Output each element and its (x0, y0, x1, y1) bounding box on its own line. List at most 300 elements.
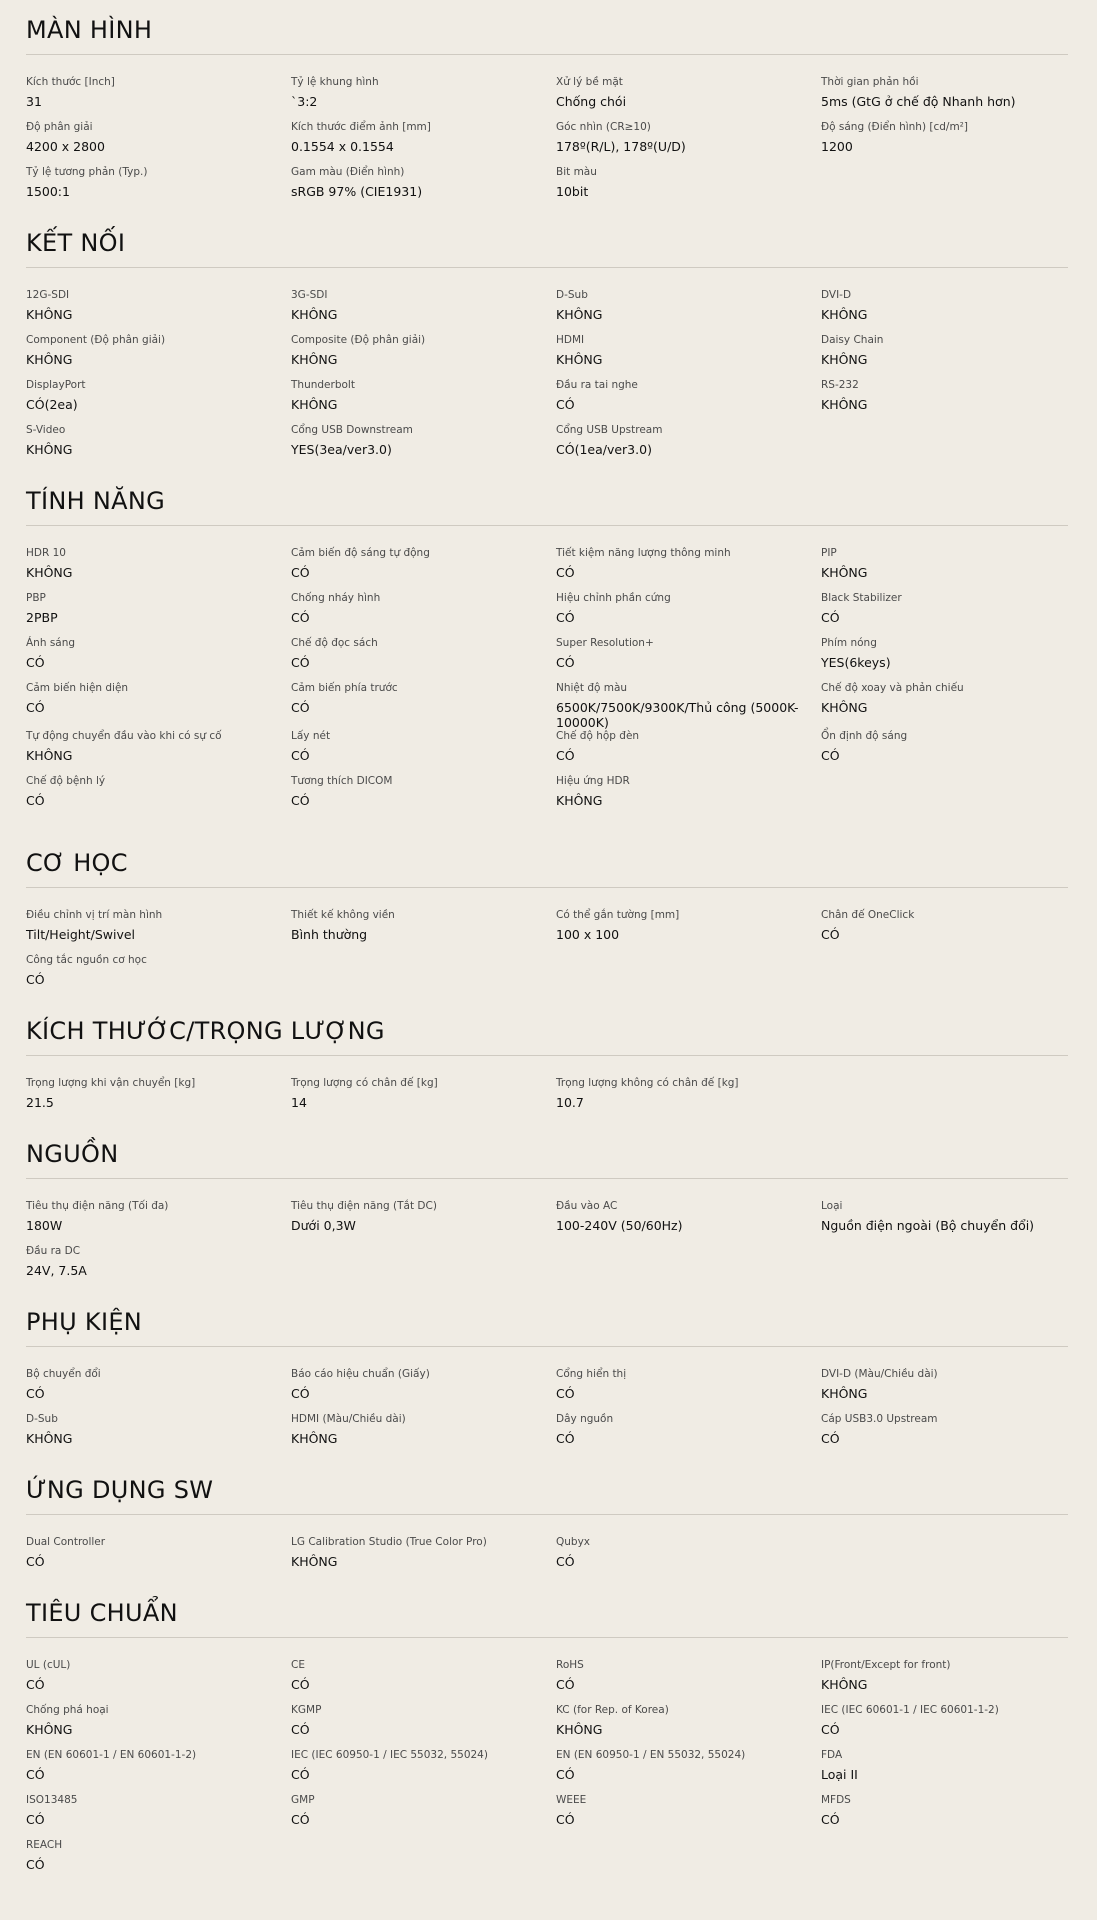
spec-label: Tương thích DICOM (291, 775, 393, 787)
spec-label: Chân đế OneClick (821, 909, 915, 921)
spec-value: KHÔNG (26, 442, 73, 457)
spec-label: Bộ chuyển đổi (26, 1368, 101, 1380)
spec-grid (26, 909, 1068, 999)
spec-value: KHÔNG (821, 565, 868, 580)
spec-value: CÓ (556, 397, 575, 412)
spec-value: KHÔNG (291, 397, 338, 412)
spec-value: CÓ (26, 972, 45, 987)
spec-label: Cáp USB3.0 Upstream (821, 1413, 938, 1425)
spec-item (26, 76, 291, 121)
section-divider (26, 54, 1068, 55)
spec-item (291, 637, 556, 682)
spec-label: Daisy Chain (821, 334, 884, 346)
spec-item (26, 1839, 291, 1884)
spec-label: Hiệu ứng HDR (556, 775, 630, 787)
section-display (26, 16, 1068, 211)
spec-label: Góc nhìn (CR≥10) (556, 121, 651, 133)
spec-item (821, 547, 1068, 592)
spec-item (556, 76, 821, 121)
section-title: ỨNG DỤNG SW (26, 1476, 214, 1504)
spec-value: KHÔNG (26, 352, 73, 367)
spec-value: Loại II (821, 1767, 858, 1782)
spec-item (291, 1077, 556, 1122)
spec-item (556, 1749, 821, 1794)
spec-value: CÓ (556, 1677, 575, 1692)
spec-label: RoHS (556, 1659, 584, 1671)
spec-label: DisplayPort (26, 379, 86, 391)
spec-label: Thunderbolt (291, 379, 355, 391)
spec-label: Qubyx (556, 1536, 591, 1548)
spec-value: CÓ (821, 1431, 840, 1446)
spec-item (291, 1659, 556, 1704)
spec-grid (26, 1200, 1068, 1290)
spec-label: Điều chỉnh vị trí màn hình (26, 909, 163, 921)
spec-item (26, 547, 291, 592)
spec-label: Tiêu thụ điện năng (Tối đa) (26, 1200, 169, 1212)
spec-value: Tilt/Height/Swivel (26, 927, 136, 942)
spec-label: Cổng USB Upstream (556, 424, 663, 436)
spec-value: 14 (291, 1095, 307, 1110)
spec-label: IEC (IEC 60601-1 / IEC 60601-1-2) (821, 1704, 999, 1716)
section-divider (26, 1178, 1068, 1179)
spec-item (821, 730, 1068, 775)
spec-item (821, 909, 1068, 954)
spec-value: 1200 (821, 139, 853, 154)
section-power (26, 1140, 1068, 1290)
spec-value: KHÔNG (291, 1431, 338, 1446)
spec-label: Black Stabilizer (821, 592, 902, 604)
spec-value: CÓ(1ea/ver3.0) (556, 442, 652, 457)
spec-item (556, 1794, 821, 1839)
spec-item (821, 121, 1068, 166)
spec-label: Cảm biến phía trước (291, 682, 398, 694)
spec-value: KHÔNG (291, 1554, 338, 1569)
spec-value: Chống chói (556, 94, 627, 109)
spec-label: WEEE (556, 1794, 587, 1806)
spec-label: IEC (IEC 60950-1 / IEC 55032, 55024) (291, 1749, 488, 1761)
spec-label: Đầu ra tai nghe (556, 379, 638, 391)
spec-value: CÓ (26, 655, 45, 670)
section-title: KẾT NỐI (26, 229, 126, 257)
spec-label: Cảm biến hiện diện (26, 682, 129, 694)
spec-value: CÓ (26, 1857, 45, 1872)
spec-label: Loại (821, 1200, 843, 1212)
spec-item (556, 289, 821, 334)
spec-item (556, 1413, 821, 1458)
spec-item (556, 121, 821, 166)
section-title: MÀN HÌNH (26, 16, 153, 44)
spec-item (291, 1413, 556, 1458)
section-divider (26, 1346, 1068, 1347)
spec-value: CÓ (291, 793, 310, 808)
spec-label: Chế độ xoay và phản chiếu (821, 682, 964, 694)
spec-label: HDMI (Màu/Chiều dài) (291, 1413, 406, 1425)
spec-value: 21.5 (26, 1095, 54, 1110)
spec-label: S-Video (26, 424, 66, 436)
spec-value: CÓ (556, 565, 575, 580)
spec-value: CÓ (291, 1722, 310, 1737)
spec-item (26, 730, 291, 775)
spec-item (291, 1368, 556, 1413)
section-features (26, 487, 1068, 820)
spec-item (26, 637, 291, 682)
spec-label: PIP (821, 547, 837, 559)
section-divider (26, 1514, 1068, 1515)
spec-grid (26, 1077, 1068, 1122)
spec-label: GMP (291, 1794, 315, 1806)
spec-item (291, 1749, 556, 1794)
spec-label: ISO13485 (26, 1794, 78, 1806)
spec-label: Đầu vào AC (556, 1200, 618, 1212)
spec-label: Trọng lượng có chân đế [kg] (291, 1077, 438, 1089)
spec-label: Thiết kế không viền (291, 909, 395, 921)
spec-value: CÓ (291, 655, 310, 670)
spec-value: YES(3ea/ver3.0) (291, 442, 392, 457)
spec-label: Kích thước điểm ảnh [mm] (291, 121, 431, 133)
spec-item (291, 76, 556, 121)
spec-item (26, 1368, 291, 1413)
section-title: TÍNH NĂNG (26, 487, 165, 515)
spec-label: 3G-SDI (291, 289, 328, 301)
spec-value: CÓ (556, 748, 575, 763)
spec-value: sRGB 97% (CIE1931) (291, 184, 423, 199)
spec-item (26, 1749, 291, 1794)
spec-value: Dưới 0,3W (291, 1218, 356, 1233)
spec-item (26, 1794, 291, 1839)
spec-label: Kích thước [Inch] (26, 76, 115, 88)
spec-value: CÓ (556, 1812, 575, 1827)
spec-label: Ổn định độ sáng (821, 730, 908, 742)
spec-label: Cảm biến độ sáng tự động (291, 547, 430, 559)
spec-grid (26, 1536, 1068, 1581)
spec-value: KHÔNG (821, 397, 868, 412)
spec-label: DVI-D (Màu/Chiều dài) (821, 1368, 938, 1380)
spec-value: CÓ (821, 1812, 840, 1827)
spec-label: LG Calibration Studio (True Color Pro) (291, 1536, 487, 1548)
spec-value: CÓ (291, 1767, 310, 1782)
spec-label: Cổng hiển thị (556, 1368, 627, 1380)
spec-value: KHÔNG (556, 1722, 603, 1737)
spec-value: CÓ (291, 700, 310, 715)
spec-item (821, 682, 1068, 730)
spec-item (556, 1659, 821, 1704)
spec-label: REACH (26, 1839, 63, 1851)
spec-item (821, 1659, 1068, 1704)
spec-value: KHÔNG (556, 307, 603, 322)
spec-value: CÓ (556, 1386, 575, 1401)
spec-value: CÓ (26, 1767, 45, 1782)
spec-item (26, 775, 291, 820)
spec-label: KC (for Rep. of Korea) (556, 1704, 669, 1716)
spec-item (821, 379, 1068, 424)
spec-item (556, 1536, 821, 1581)
spec-value: 178º(R/L), 178º(U/D) (556, 139, 686, 154)
section-connectivity (26, 229, 1068, 469)
spec-label: Chế độ hộp đèn (556, 730, 640, 742)
spec-item (556, 166, 821, 211)
section-dimensions-weight (26, 1017, 1068, 1122)
spec-value: 6500K/7500K/9300K/Thủ công (5000K-10000K) (556, 700, 799, 730)
spec-value: 10bit (556, 184, 589, 199)
spec-value: CÓ(2ea) (26, 397, 78, 412)
spec-label: CE (291, 1659, 305, 1671)
spec-grid (26, 1659, 1068, 1884)
spec-item (26, 954, 291, 999)
spec-label: D-Sub (556, 289, 588, 301)
spec-label: Thời gian phản hồi (821, 76, 919, 88)
spec-item (291, 775, 556, 820)
spec-item (821, 334, 1068, 379)
spec-value: CÓ (556, 1431, 575, 1446)
spec-item (291, 1794, 556, 1839)
spec-item (556, 592, 821, 637)
spec-value: 31 (26, 94, 42, 109)
spec-value: KHÔNG (291, 352, 338, 367)
spec-value: CÓ (26, 1812, 45, 1827)
spec-label: HDMI (556, 334, 585, 346)
spec-value: KHÔNG (26, 565, 73, 580)
spec-item (556, 334, 821, 379)
spec-label: PBP (26, 592, 46, 604)
section-divider (26, 525, 1068, 526)
spec-label: Hiệu chỉnh phần cứng (556, 592, 671, 604)
spec-item (26, 166, 291, 211)
spec-item (26, 1704, 291, 1749)
spec-item (26, 909, 291, 954)
spec-value: CÓ (556, 1554, 575, 1569)
spec-label: Ánh sáng (26, 637, 76, 649)
spec-label: Tiết kiệm năng lượng thông minh (556, 547, 731, 559)
spec-value: CÓ (291, 1386, 310, 1401)
spec-value: 24V, 7.5A (26, 1263, 87, 1278)
spec-label: Composite (Độ phân giải) (291, 334, 426, 346)
spec-value: CÓ (26, 1554, 45, 1569)
spec-item (26, 1077, 291, 1122)
section-title: KÍCH THƯỚC/TRỌNG LƯỢNG (26, 1017, 385, 1045)
spec-item (291, 166, 556, 211)
spec-value: 4200 x 2800 (26, 139, 105, 154)
spec-item (556, 424, 821, 469)
spec-item (556, 1368, 821, 1413)
spec-value: KHÔNG (821, 700, 868, 715)
section-title: CƠ HỌC (26, 849, 128, 877)
spec-label: EN (EN 60601-1 / EN 60601-1-2) (26, 1749, 197, 1761)
spec-item (556, 1704, 821, 1749)
spec-value: CÓ (556, 1767, 575, 1782)
spec-item (26, 682, 291, 730)
spec-label: Chế độ đọc sách (291, 637, 378, 649)
spec-item (26, 121, 291, 166)
spec-value: Bình thường (291, 927, 368, 942)
spec-label: Tiêu thụ điện năng (Tắt DC) (291, 1200, 437, 1212)
spec-value: CÓ (821, 1722, 840, 1737)
section-divider (26, 1055, 1068, 1056)
spec-label: IP(Front/Except for front) (821, 1659, 951, 1671)
spec-value: KHÔNG (556, 352, 603, 367)
spec-value: KHÔNG (26, 307, 73, 322)
spec-value: KHÔNG (556, 793, 603, 808)
spec-label: Báo cáo hiệu chuẩn (Giấy) (291, 1368, 430, 1380)
spec-value: CÓ (556, 655, 575, 670)
spec-value: KHÔNG (291, 307, 338, 322)
spec-item (821, 1200, 1068, 1245)
spec-item (26, 334, 291, 379)
spec-label: Chế độ bệnh lý (26, 775, 106, 787)
spec-label: Phím nóng (821, 637, 877, 649)
spec-item (26, 1413, 291, 1458)
spec-label: Đầu ra DC (26, 1245, 81, 1257)
section-title: PHỤ KIỆN (26, 1308, 143, 1336)
spec-label: Chống phá hoại (26, 1704, 109, 1716)
spec-label: Tự động chuyển đầu vào khi có sự cố (26, 730, 222, 742)
spec-label: Super Resolution+ (556, 637, 654, 649)
spec-label: MFDS (821, 1794, 851, 1806)
spec-value: CÓ (291, 610, 310, 625)
spec-value: 100 x 100 (556, 927, 620, 942)
spec-value: CÓ (26, 1386, 45, 1401)
spec-value: `3:2 (291, 94, 318, 109)
section-mechanical (26, 849, 1068, 999)
spec-item (821, 1413, 1068, 1458)
spec-label: Dây nguồn (556, 1413, 614, 1425)
spec-item (291, 909, 556, 954)
spec-item (821, 637, 1068, 682)
spec-label: Gam màu (Điển hình) (291, 166, 405, 178)
spec-value: CÓ (26, 793, 45, 808)
section-standards (26, 1599, 1068, 1884)
section-accessories (26, 1308, 1068, 1458)
spec-label: UL (cUL) (26, 1659, 71, 1671)
spec-value: 10.7 (556, 1095, 584, 1110)
spec-label: Trọng lượng không có chân đế [kg] (556, 1077, 739, 1089)
section-title: TIÊU CHUẨN (26, 1599, 178, 1627)
spec-value: Nguồn điện ngoài (Bộ chuyển đổi) (821, 1218, 1035, 1233)
spec-item (26, 424, 291, 469)
spec-value: 0.1554 x 0.1554 (291, 139, 394, 154)
spec-label: Độ sáng (Điển hình) [cd/m²] (821, 121, 968, 133)
spec-item (556, 730, 821, 775)
spec-label: Cổng USB Downstream (291, 424, 413, 436)
spec-item (26, 1200, 291, 1245)
spec-item (556, 775, 821, 820)
spec-label: Có thể gắn tường [mm] (556, 909, 680, 921)
spec-label: Tỷ lệ tương phản (Typ.) (26, 166, 148, 178)
spec-label: EN (EN 60950-1 / EN 55032, 55024) (556, 1749, 746, 1761)
section-divider (26, 267, 1068, 268)
spec-item (26, 289, 291, 334)
spec-label: KGMP (291, 1704, 322, 1716)
spec-label: Nhiệt độ màu (556, 682, 628, 694)
spec-item (291, 547, 556, 592)
spec-item (821, 592, 1068, 637)
spec-value: 1500:1 (26, 184, 70, 199)
spec-value: KHÔNG (821, 1386, 868, 1401)
spec-grid (26, 76, 1068, 211)
spec-value: CÓ (291, 565, 310, 580)
spec-label: FDA (821, 1749, 843, 1761)
spec-value: CÓ (556, 610, 575, 625)
spec-item (821, 289, 1068, 334)
section-divider (26, 1637, 1068, 1638)
spec-value: CÓ (821, 748, 840, 763)
spec-value: CÓ (291, 1677, 310, 1692)
spec-item (556, 1077, 821, 1122)
spec-item (556, 1200, 821, 1245)
spec-item (291, 1200, 556, 1245)
spec-label: 12G-SDI (26, 289, 70, 301)
spec-label: Component (Độ phân giải) (26, 334, 166, 346)
spec-item (291, 379, 556, 424)
spec-label: Dual Controller (26, 1536, 106, 1548)
spec-item (821, 1704, 1068, 1749)
spec-label: RS-232 (821, 379, 859, 391)
spec-item (556, 682, 821, 730)
spec-value: KHÔNG (821, 1677, 868, 1692)
spec-item (291, 289, 556, 334)
section-divider (26, 887, 1068, 888)
spec-item (26, 1536, 291, 1581)
spec-value: CÓ (26, 700, 45, 715)
spec-value: KHÔNG (26, 1431, 73, 1446)
spec-item (556, 379, 821, 424)
section-software (26, 1476, 1068, 1581)
spec-value: 100-240V (50/60Hz) (556, 1218, 683, 1233)
spec-value: KHÔNG (26, 748, 73, 763)
spec-label: Bit màu (556, 166, 597, 178)
spec-item (26, 1245, 291, 1290)
spec-value: CÓ (291, 748, 310, 763)
spec-value: 5ms (GtG ở chế độ Nhanh hơn) (821, 94, 1016, 109)
spec-item (291, 1536, 556, 1581)
spec-item (821, 1368, 1068, 1413)
spec-item (291, 1704, 556, 1749)
spec-item (556, 637, 821, 682)
spec-item (291, 682, 556, 730)
spec-label: Độ phân giải (26, 121, 93, 133)
spec-item (291, 592, 556, 637)
spec-value: KHÔNG (26, 1722, 73, 1737)
spec-item (26, 1659, 291, 1704)
spec-label: HDR 10 (26, 547, 66, 559)
spec-item (291, 121, 556, 166)
spec-value: CÓ (26, 1677, 45, 1692)
section-title: NGUỒN (26, 1140, 119, 1168)
spec-value: 180W (26, 1218, 63, 1233)
spec-grid (26, 547, 1068, 820)
spec-label: Xử lý bề mặt (556, 76, 623, 88)
spec-item (291, 334, 556, 379)
spec-value: CÓ (291, 1812, 310, 1827)
spec-value: KHÔNG (821, 307, 868, 322)
spec-item (556, 547, 821, 592)
spec-item (821, 1749, 1068, 1794)
spec-item (26, 379, 291, 424)
spec-label: Trọng lượng khi vận chuyển [kg] (26, 1077, 196, 1089)
spec-item (291, 424, 556, 469)
spec-label: Chống nháy hình (291, 592, 381, 604)
spec-value: KHÔNG (821, 352, 868, 367)
spec-item (821, 1794, 1068, 1839)
spec-label: Công tắc nguồn cơ học (26, 954, 147, 966)
spec-item (821, 76, 1068, 121)
spec-value: CÓ (821, 610, 840, 625)
spec-item (556, 909, 821, 954)
spec-grid (26, 289, 1068, 469)
spec-label: DVI-D (821, 289, 852, 301)
spec-label: D-Sub (26, 1413, 58, 1425)
spec-label: Tỷ lệ khung hình (291, 76, 379, 88)
spec-label: Lấy nét (291, 730, 331, 742)
